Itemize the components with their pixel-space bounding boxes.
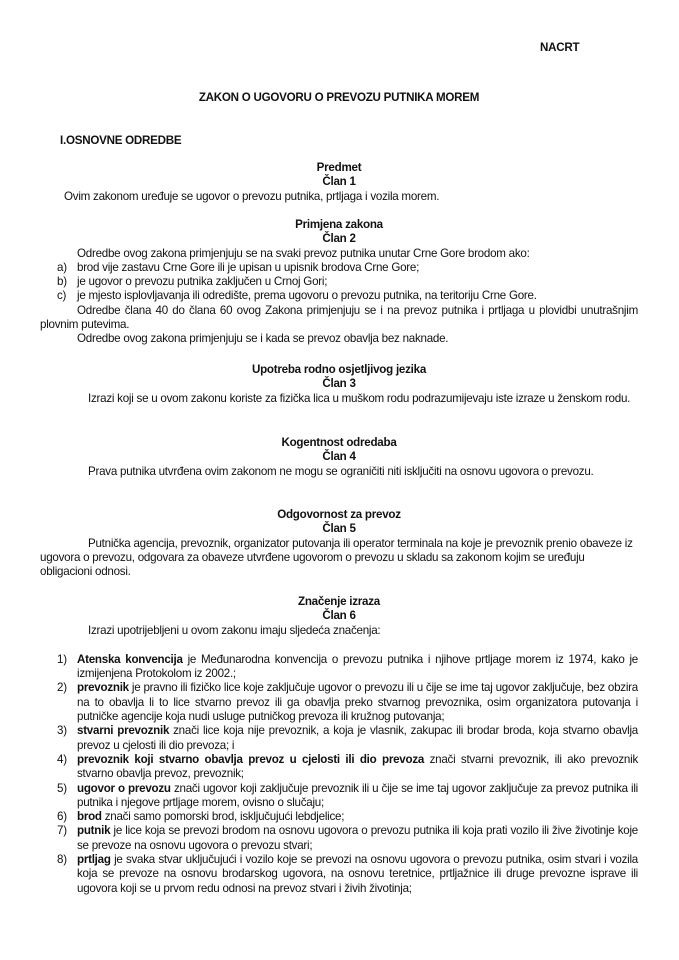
defined-term: ugovor o prevozu	[77, 781, 171, 795]
item-marker: 2)	[57, 681, 67, 695]
article-6	[40, 595, 638, 896]
section-heading: Predmet	[316, 161, 362, 174]
item-marker: b)	[57, 275, 67, 289]
defined-term: putnik	[77, 824, 111, 838]
definition-item	[40, 824, 638, 853]
article-number: Član 3	[322, 377, 356, 391]
item-marker: 3)	[57, 724, 67, 738]
section-heading: Upotreba rodno osjetljivog jezika	[251, 363, 427, 376]
list-item	[40, 289, 638, 303]
list-item	[40, 275, 638, 289]
paragraph: Prava putnika utvrđena ovim zakonom ne mogu se ograničiti niti isključiti na osnovu ugovora o prevozu.	[88, 464, 594, 478]
item-marker: 8)	[57, 853, 67, 867]
paragraph: Izrazi koji se u ovom zakonu koriste za fizička lica u muškom rodu podrazumijevaju iste izraze u ženskom rodu.	[88, 391, 631, 405]
item-text: brod vije zastavu Crne Gore ili je upisan u upisnik brodova Crne Gore;	[77, 260, 420, 274]
definition-text: znači samo pomorski brod, isključujući lebdjelice;	[101, 810, 345, 824]
section-heading: Odgovornost za prevoz	[277, 508, 401, 521]
defined-term: prevoznik koji stvarno obavlja prevoz u cjelosti ili dio prevoza	[77, 752, 425, 766]
defined-term: brod	[77, 810, 102, 824]
definitions-list	[40, 653, 638, 896]
paragraph: Odredbe člana 40 do člana 60 ovog Zakona primjenjuju se i na prevoz putnika i prtljaga u plovidbi unutrašnjim plovnim putevima.	[40, 303, 638, 332]
article-2	[40, 218, 638, 347]
defined-term: stvarni prevoznik	[77, 724, 170, 738]
item-marker: 4)	[57, 752, 67, 766]
item-marker: a)	[57, 260, 67, 274]
paragraph: Odredbe ovog zakona primjenjuju se na svaki prevoz putnika unutar Crne Gore brodom ako:	[77, 246, 530, 260]
section-heading: Primjena zakona	[295, 218, 383, 231]
definition-text: znači lice koja nije prevoznik, a koja je vlasnik, zakupac ili brodar broda, koja stvarno obavlja prevoz u cjelosti ili dio prevoza; i	[77, 724, 638, 752]
paragraph: Putnička agencija, prevoznik, organizator putovanja ili operator terminala na koje je prevoznik prenio obaveze iz ugovora o prevozu, odgovara za obaveze utvrđene ugovorom o prevozu u skladu sa zakonom kojim se uređuju obligacioni odnosi.	[40, 536, 633, 579]
definition-item	[40, 782, 638, 811]
defined-term: Atenska konvencija	[77, 652, 183, 666]
list-item	[40, 261, 638, 275]
article-number: Član 1	[322, 175, 356, 189]
paragraph: Ovim zakonom uređuje se ugovor o prevozu putnika, prtljaga i vozila morem.	[64, 189, 440, 203]
paragraph: Odredbe ovog zakona primjenjuju se i kada se prevoz obavlja bez naknade.	[77, 332, 449, 346]
article-4	[40, 436, 638, 479]
definition-text: je svaka stvar uključujući i vozilo koje se prevozi na osnovu ugovora o prevozu putnika, osim stvari i vozila koja se prevoze na osnovu brodarskog ugovora, na osnovu teretnice, prtljažnice ili druge prevozne isprave ili ugovora koji se u prvom redu odnosi na prevoz stvari i živih životinja;	[77, 853, 638, 895]
definition-text: znači stvarni prevoznik, ili ako prevoznik stvarno obavlja prevoz, prevoznik;	[77, 752, 638, 781]
definition-text: znači ugovor koji zaključuje prevoznik ili u čije se ime taj ugovor zaključuje za prevoz putnika ili putnika i njegove prtljage morem, ovisno o slučaju;	[77, 781, 638, 809]
defined-term: prevoznik	[77, 681, 129, 695]
article-number: Član 2	[322, 232, 356, 246]
item-marker: 5)	[57, 781, 67, 795]
definition-item	[40, 681, 638, 724]
item-marker: 7)	[57, 824, 67, 838]
item-text: je mjesto isplovljavanja ili odredište, prema ugovoru o prevozu putnika, na teritoriju Crne Gore.	[77, 289, 537, 303]
article-5	[40, 508, 638, 579]
defined-term: prtljag	[77, 853, 111, 867]
article-number: Član 6	[322, 609, 356, 623]
definition-item	[40, 810, 638, 824]
draft-label: NACRT	[540, 41, 580, 54]
definition-text: je lice koja se prevozi brodom na osnovu ugovora o prevozu putnika ili koja prati vozilo ili žive životinje koje se prevoze na osnovu ugovora o prevozu stvari;	[77, 824, 638, 852]
item-marker: c)	[57, 289, 67, 303]
definition-text: je Međunarodna konvencija o prevozu putnika i njihove prtljage morem iz 1974, kako je izmijenjena Protokolom iz 2002.;	[77, 652, 638, 681]
article-1	[40, 161, 638, 204]
definition-item	[40, 724, 638, 753]
definition-item	[40, 853, 638, 896]
item-marker: 1)	[57, 652, 67, 666]
definition-item	[40, 653, 638, 682]
definition-item	[40, 753, 638, 782]
article-3	[40, 363, 638, 406]
item-text: je ugovor o prevozu putnika zaključen u Crnoj Gori;	[77, 275, 328, 289]
section-heading: Značenje izraza	[298, 595, 380, 608]
section-heading: Kogentnost odredaba	[281, 436, 397, 449]
definition-text: je pravno ili fizičko lice koje zaključuje ugovor o prevozu ili u čije se ime taj ugovor zaključuje, bez obzira na to obavlja li to lice stvarno prevoz ili ga obavlja preko stvarnog prevoznika, osim organizatora putovanja i putničke agencije koja nudi usluge putničkog prevoza ili kružnog putovanja;	[77, 681, 638, 724]
article-number: Član 5	[322, 522, 356, 536]
article-number: Član 4	[322, 450, 356, 464]
law-title: ZAKON O UGOVORU O PREVOZU PUTNIKA MOREM	[198, 91, 480, 104]
paragraph: Izrazi upotrijebljeni u ovom zakonu imaju sljedeća značenja:	[88, 623, 381, 637]
item-marker: 6)	[57, 810, 67, 824]
chapter-heading: I.OSNOVNE ODREDBE	[60, 134, 182, 147]
